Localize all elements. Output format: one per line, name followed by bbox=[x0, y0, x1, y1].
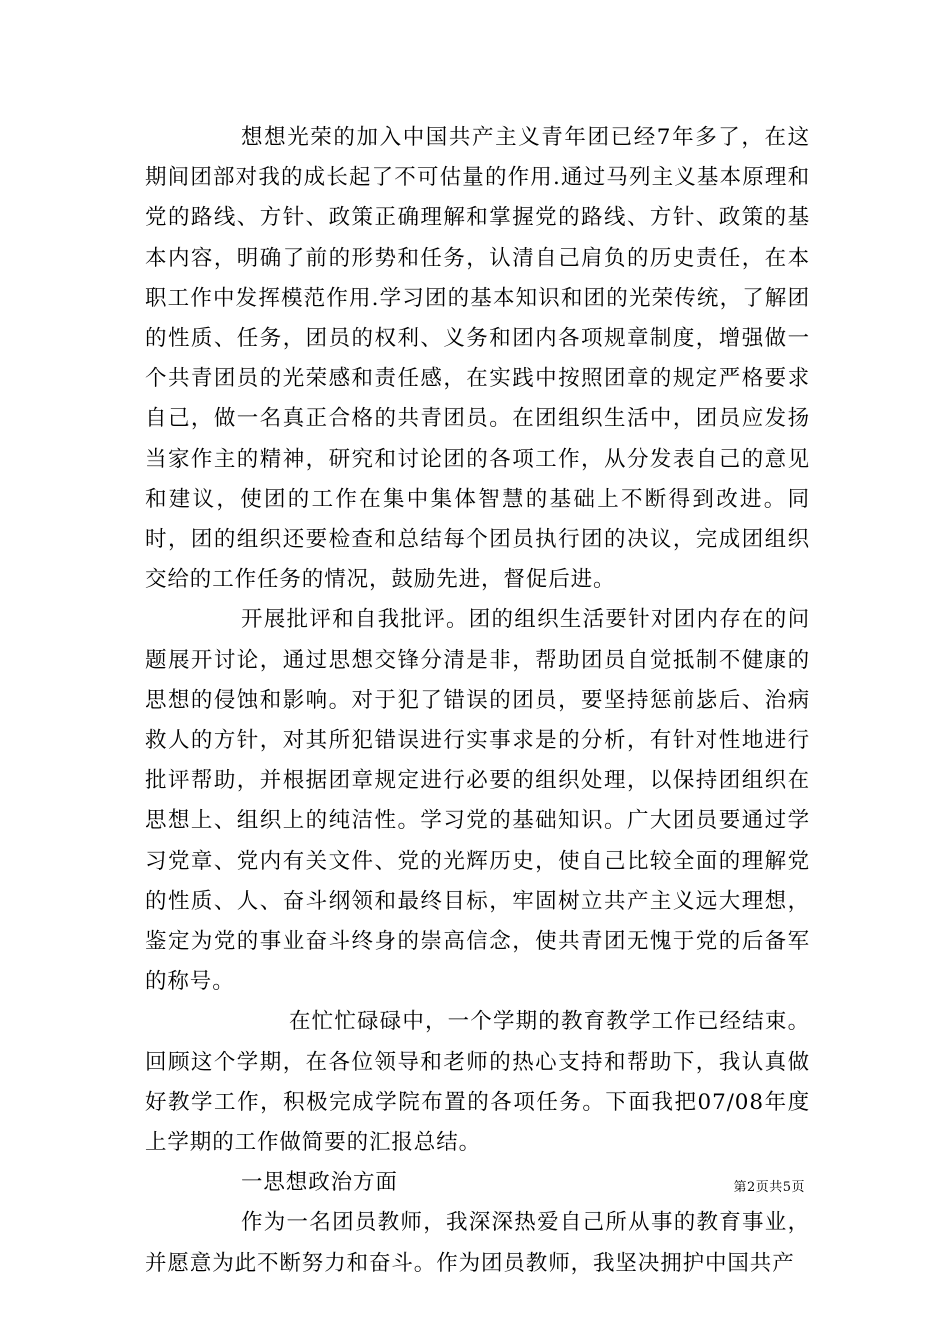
paragraph: 作为一名团员教师，我深深热爱自己所从事的教育事业，并愿意为此不断努力和奋斗。作为团员教师，我坚决拥护中国共产 bbox=[145, 1210, 810, 1276]
section-heading: 一思想政治方面 bbox=[241, 1170, 398, 1196]
page-number: 第2页共5页 bbox=[733, 1180, 805, 1195]
paragraph: 想想光荣的加入中国共产主义青年团已经7年多了，在这期间团部对我的成长起了不可估量的作用.通过马列主义基本原理和党的路线、方针、政策正确理解和掌握党的路线、方针、政策的基本内容，明确了前的形势和任务，认清自己肩负的历史责任，在本职工作中发挥模范作用.学习团的基本知识和团的光荣传统，了解团的性质、任务，团员的权利、义务和团内各项规章制度，增强做一个共青团员的光荣感和责任感，在实践中按照团章的规定严格要求自己，做一名真正合格的共青团员。在团组织生活中，团员应发扬当家作主的精神，研究和讨论团的各项工作，从分发表自己的意见和建议，使团的工作在集中集体智慧的基础上不断得到改进。同时，团的组织还要检查和总结每个团员执行团的决议，完成团组织交给的工作任务的情况，鼓励先进，督促后进。 bbox=[145, 125, 810, 593]
document-body bbox=[145, 118, 810, 1284]
paragraph: 开展批评和自我批评。团的组织生活要针对团内存在的问题展开讨论，通过思想交锋分清是非，帮助团员自觉抵制不健康的思想的侵蚀和影响。对于犯了错误的团员，要坚持惩前毖后、治病救人的方针，对其所犯错误进行实事求是的分析，有针对性地进行批评帮助，并根据团章规定进行必要的组织处理，以保持团组织在思想上、组织上的纯洁性。学习党的基础知识。广大团员要通过学习党章、党内有关文件、党的光辉历史，使自己比较全面的理解党的性质、人、奋斗纲领和最终目标，牢固树立共产主义远大理想，鉴定为党的事业奋斗终身的崇高信念，使共青团无愧于党的后备军的称号。 bbox=[145, 607, 810, 995]
paragraph: 在忙忙碌碌中，一个学期的教育教学工作已经结束。回顾这个学期，在各位领导和老师的热心支持和帮助下，我认真做好教学工作，积极完成学院布置的各项任务。下面我把07/08年度上学期的工作做简要的汇报总结。 bbox=[145, 1009, 810, 1156]
